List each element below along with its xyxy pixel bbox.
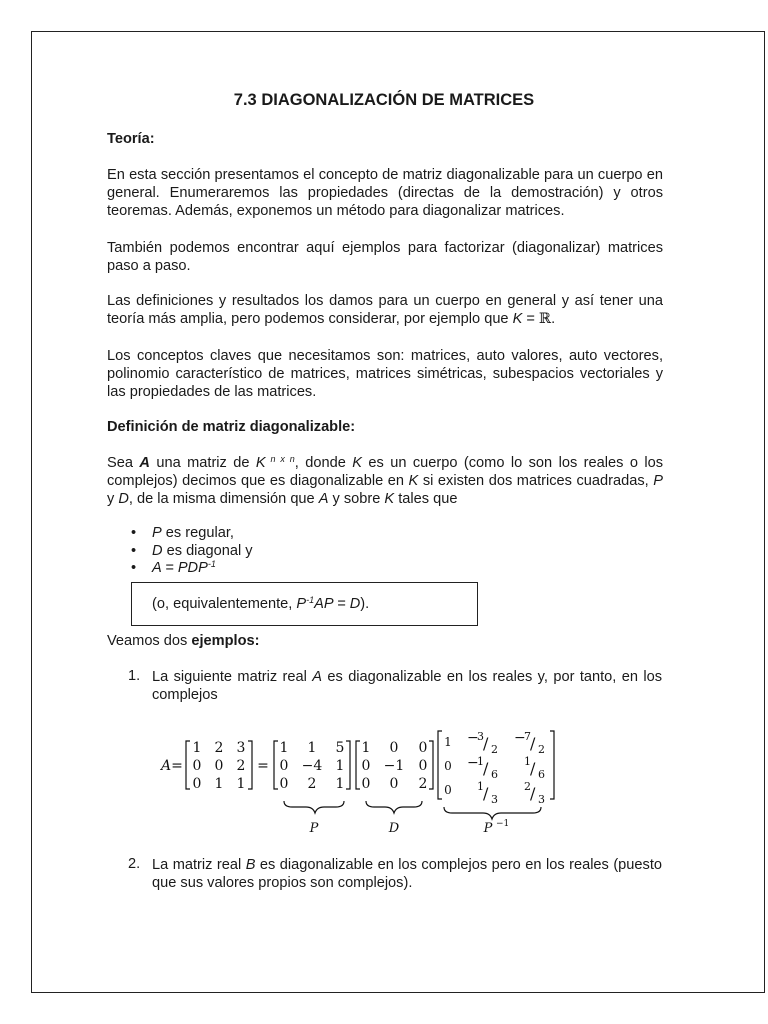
svg-text:6: 6	[491, 768, 498, 781]
matrix-p-cell: 0	[279, 776, 289, 792]
svg-text:−: −	[467, 755, 479, 771]
svg-text:2: 2	[491, 743, 498, 756]
matrix-a-cell: 2	[214, 740, 224, 756]
matrix-a-right-bracket	[248, 741, 252, 789]
real-numbers-symbol: ℝ	[538, 310, 552, 327]
matrix-p-cell: 1	[335, 758, 345, 774]
matrix-p-cell: 1	[335, 776, 345, 792]
label-p-inverse: P	[483, 821, 493, 836]
equivalence-box: (o, equivalentemente, $P^{-1}AP = D$).	[131, 582, 478, 626]
example-2-number: 2.	[128, 856, 141, 872]
definition-heading: Definición de matriz diagonalizable:	[107, 419, 356, 435]
fraction-cell	[524, 755, 545, 781]
svg-text:2: 2	[538, 743, 545, 756]
matrix-a-cell: 0	[192, 758, 202, 774]
svg-text:2: 2	[524, 780, 531, 793]
matrix-p-cell: 1	[279, 740, 289, 756]
matrix-pinv-cell: 0	[444, 759, 452, 773]
underbrace-d	[366, 801, 422, 813]
fraction-slash: /	[483, 784, 489, 803]
list-item: • D es diagonal y	[131, 542, 253, 559]
matrix-p-cell: −4	[301, 758, 323, 774]
example-1-text: La siguiente matriz real A es diagonalizable en los reales y, por tanto, en los complejos	[152, 669, 662, 703]
matrix-a-cell: 1	[192, 740, 202, 756]
matrix-d-cell: 0	[389, 776, 399, 792]
list-item: • P es regular,	[131, 525, 234, 541]
matrix-a-cell: 1	[236, 776, 246, 792]
definition-text: Sea A una matriz de K $^{n x n}$, donde K es un cuerpo (como lo son los reales o los complejos) decimos que es diagonalizable en K si existen dos matrices cuadradas, P y D, de la misma dimensión que A y sobre K tales que	[107, 454, 664, 507]
matrix-a-left-bracket	[186, 741, 190, 789]
matrix-a-cell: 2	[236, 758, 246, 774]
matrix-pinv-cell: 0	[444, 783, 452, 797]
matrix-p-cell: 0	[279, 758, 289, 774]
matrix-a-symbol: A	[160, 758, 172, 774]
fraction-cell	[524, 780, 545, 806]
label-p: P	[309, 821, 319, 836]
svg-text:7: 7	[524, 730, 531, 743]
matrix-a-cell: 1	[214, 776, 224, 792]
matrix-a-cell: 0	[192, 776, 202, 792]
matrix-a-cell: 3	[236, 740, 246, 756]
example-1-number: 1.	[128, 668, 141, 684]
fraction-slash: /	[530, 759, 536, 778]
matrix-pinv-right-bracket	[550, 731, 554, 799]
equals-sign: =	[257, 758, 269, 774]
svg-text:−: −	[467, 730, 479, 746]
svg-text:1: 1	[524, 755, 531, 768]
examples-intro: Veamos dos ejemplos:	[107, 633, 260, 649]
svg-text:−: −	[514, 730, 526, 746]
paragraph-intro: En esta sección presentamos el concepto de matriz diagonalizable para un cuerpo en general. Enumeraremos las propiedades (directas de la demostración) y otros teoremas. Además, exponemos un método para diagonalizar matrices.	[107, 167, 663, 219]
matrix-p-right-bracket	[346, 741, 350, 789]
underbrace-p	[284, 801, 344, 813]
matrix-p-cell: 1	[307, 740, 317, 756]
label-p-inverse-exponent: −1	[496, 819, 510, 829]
matrix-d-cell: 0	[418, 758, 428, 774]
matrix-pinv-cell: 1	[444, 735, 452, 749]
fraction-slash: /	[483, 734, 489, 753]
matrix-d-cell: 0	[361, 776, 371, 792]
matrix-p-cell: 2	[307, 776, 317, 792]
paragraph-key-concepts: Los conceptos claves que necesitamos son: matrices, auto valores, auto vectores, polinomio característico de matrices, matrices simétricas, subespacios vectoriales y las propiedades de las matrices.	[107, 348, 663, 400]
fraction-slash: /	[483, 759, 489, 778]
matrix-a-cell: 0	[214, 758, 224, 774]
matrix-p-cell: 5	[335, 740, 345, 756]
matrix-d-cell: 0	[389, 740, 399, 756]
list-item: • $A = PDP^{-1}$	[131, 559, 216, 576]
matrix-d-right-bracket	[429, 741, 433, 789]
matrix-d-cell: 2	[418, 776, 428, 792]
matrix-d-cell: 0	[361, 758, 371, 774]
svg-text:3: 3	[538, 793, 545, 806]
underbrace-pinv	[444, 807, 541, 819]
page-title: 7.3 DIAGONALIZACIÓN DE MATRICES	[233, 91, 535, 109]
label-d: D	[388, 821, 400, 836]
matrix-d-cell: 1	[361, 740, 371, 756]
paragraph-examples: También podemos encontrar aquí ejemplos para factorizar (diagonalizar) matrices paso a paso.	[107, 240, 663, 274]
example-2-text: La matriz real B es diagonalizable en los complejos pero en los reales (puesto que sus valores propios son complejos).	[152, 857, 662, 891]
matrix-d-left-bracket	[356, 741, 360, 789]
equals-sign: =	[171, 758, 183, 774]
fraction-slash: /	[530, 734, 536, 753]
fraction-slash: /	[530, 784, 536, 803]
svg-text:1: 1	[477, 755, 484, 768]
matrix-d-cell: −1	[383, 758, 405, 774]
theory-heading: Teoría:	[107, 131, 155, 147]
fraction-cell	[467, 730, 498, 756]
matrix-p-left-bracket	[274, 741, 278, 789]
fraction-cell	[477, 780, 498, 806]
svg-text:3: 3	[491, 793, 498, 806]
paragraph-general-field: Las definiciones y resultados los damos para un cuerpo en general y así tener una teoría más amplia, pero podemos considerar, por ejemplo que K = ℝ.	[107, 293, 663, 327]
svg-text:6: 6	[538, 768, 545, 781]
svg-text:3: 3	[477, 730, 484, 743]
svg-text:1: 1	[477, 780, 484, 793]
matrix-d-cell: 0	[418, 740, 428, 756]
fraction-cell	[514, 730, 545, 756]
fraction-cell	[467, 755, 498, 781]
matrix-pinv-left-bracket	[438, 731, 442, 799]
